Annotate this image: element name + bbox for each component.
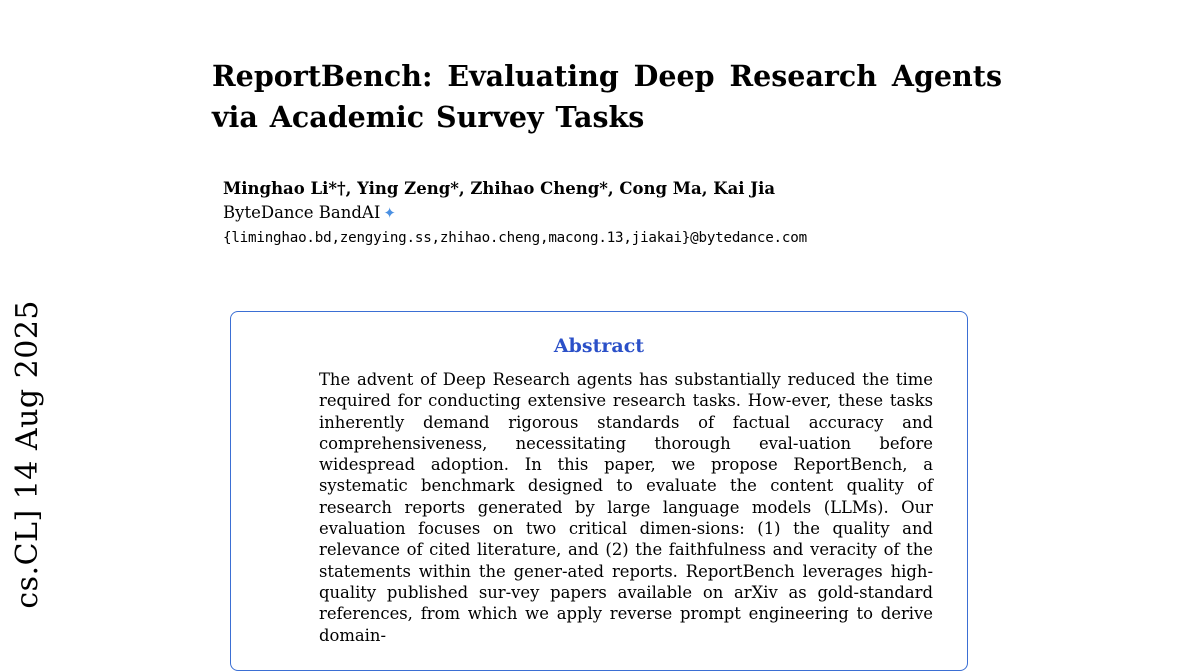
author-list: [223, 178, 983, 200]
page-title: ReportBench: Evaluating Deep Research Agents via Academic Survey Tasks: [212, 59, 1002, 134]
affiliation: [223, 201, 983, 225]
abstract-heading: Abstract: [553, 335, 645, 357]
sparkle-icon: ✦: [383, 204, 396, 222]
abstract-box: [230, 311, 968, 671]
abstract-text: The advent of Deep Research agents has substantially reduced the time required for conducting extensive research tasks. How-ever, these tasks inherently demand rigorous standards of factual accuracy and comprehensiveness, necessitating thorough eval-uation before widespread adoption. In this paper, we propose ReportBench, a systematic benchmark designed to evaluate the content quality of research reports generated by large language models (LLMs). Our evaluation focuses on two critical dimen-sions: (1) the quality and relevance of cited literature, and (2) the faithfulness and veracity of the statements within the gener-ated reports. ReportBench leverages high-quality published sur-vey papers available on arXiv as gold-standard references, from which we apply reverse prompt engineering to derive domain-: [319, 370, 933, 645]
author-emails: {liminghao.bd,zengying.ss,zhihao.cheng,macong.13,jiakai}@bytedance.com: [223, 230, 807, 246]
arxiv-identifier-stamp: cs.CL] 14 Aug 2025: [10, 300, 45, 609]
author-names: Minghao Li*†, Ying Zeng*, Zhihao Cheng*, Cong Ma, Kai Jia: [223, 179, 776, 198]
affiliation-name: ByteDance BandAI: [223, 203, 381, 222]
author-block: [223, 178, 983, 249]
